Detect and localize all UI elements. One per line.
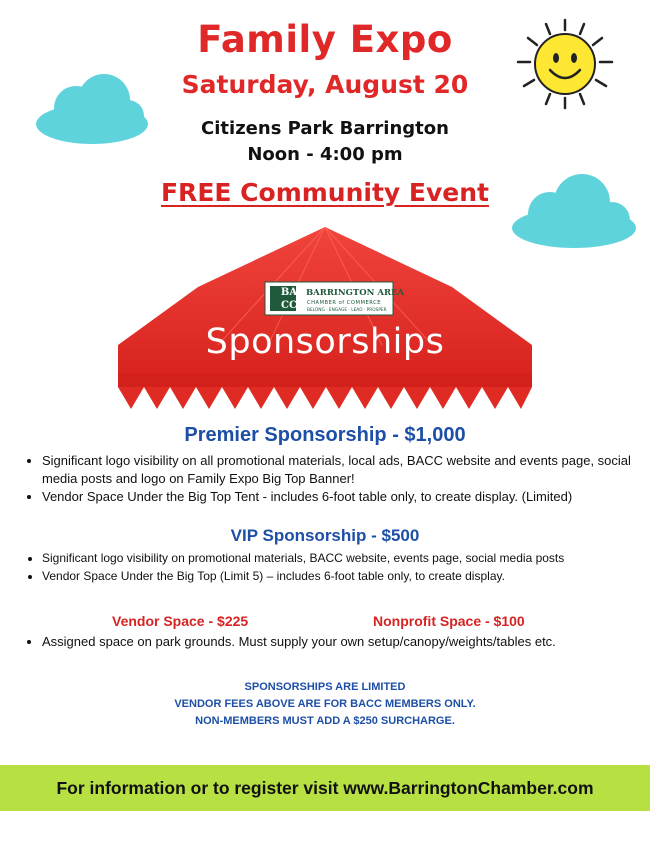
- logo-initials-bottom: CC: [281, 300, 297, 311]
- premier-heading: Premier Sponsorship - $1,000: [184, 424, 466, 446]
- registration-info: For information or to register visit www.BarringtonChamber.com: [56, 777, 594, 798]
- logo-name: BARRINGTON AREA: [306, 288, 405, 298]
- logo-subtitle: CHAMBER of COMMERCE: [307, 300, 381, 306]
- vendor-benefits-list: [22, 633, 650, 651]
- event-title: Family Expo: [197, 18, 453, 61]
- list-item: • Assigned space on park grounds. Must supply your own setup/canopy/weights/tables etc.: [42, 633, 650, 651]
- footer-banner: [0, 765, 650, 811]
- logo-initials-top: BA: [280, 287, 298, 298]
- event-date: Saturday, August 20: [181, 70, 469, 99]
- notice-line-3: NON-MEMBERS MUST ADD A $250 SURCHARGE.: [195, 715, 455, 727]
- vip-benefits-list: [22, 549, 650, 585]
- free-event-label: FREE Community Event: [160, 178, 489, 207]
- list-item: • Significant logo visibility on all promotional materials, local ads, BACC website and events page, social media posts and logo on Family Expo Big Top Banner!: [42, 452, 650, 488]
- vendor-space-price: Vendor Space - $225: [112, 613, 249, 629]
- limited-notice: [0, 679, 650, 730]
- logo-tagline: BELONG · ENGAGE · LEAD · PROSPER: [307, 308, 387, 313]
- notice-line-1: SPONSORSHIPS ARE LIMITED: [244, 681, 406, 693]
- notice-line-2: VENDOR FEES ABOVE ARE FOR BACC MEMBERS ONLY.: [174, 698, 476, 710]
- premier-benefits-list: [22, 452, 650, 506]
- list-item: • Vendor Space Under the Big Top Tent - includes 6-foot table only, to create display. (Limited): [42, 488, 650, 506]
- list-item: • Vendor Space Under the Big Top (Limit 5) – includes 6-foot table only, to create display.: [42, 567, 650, 585]
- chamber-logo: [270, 286, 405, 319]
- list-item: • Significant logo visibility on promotional materials, BACC website, events page, social media posts: [42, 549, 650, 567]
- event-time: Noon - 4:00 pm: [247, 144, 403, 165]
- tent-banner: [118, 227, 532, 414]
- event-venue: Citizens Park Barrington: [201, 118, 449, 139]
- vip-heading: VIP Sponsorship - $500: [230, 526, 420, 545]
- nonprofit-space-price: Nonprofit Space - $100: [373, 613, 525, 629]
- sponsorships-banner-label: Sponsorships: [205, 322, 445, 362]
